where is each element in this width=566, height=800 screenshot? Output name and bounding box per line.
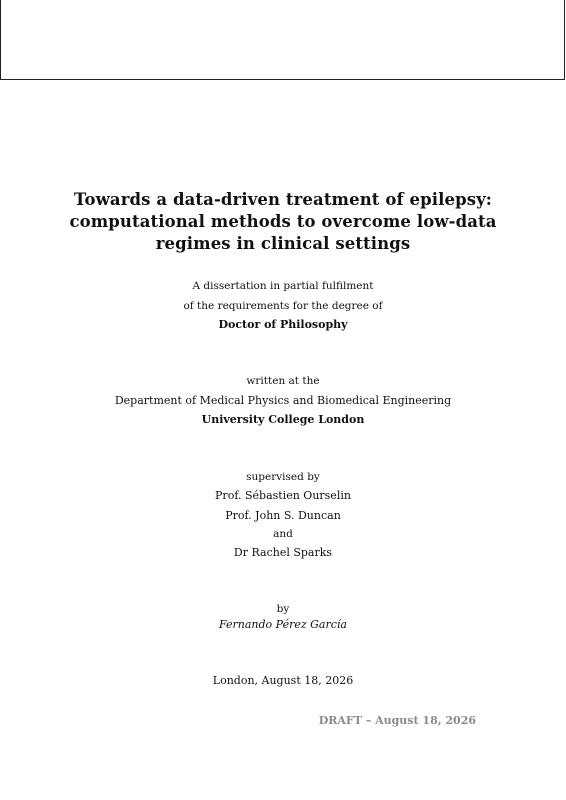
degree-line-2: of the requirements for the degree of bbox=[183, 300, 383, 312]
author-intro: by bbox=[276, 603, 290, 615]
supervision-conjunction: and bbox=[273, 528, 293, 540]
title-line-1: Towards a data-driven treatment of epilepsy: bbox=[74, 190, 492, 209]
supervisor-3: Dr Rachel Sparks bbox=[233, 546, 333, 559]
degree-line-1: A dissertation in partial fulfilment bbox=[192, 280, 374, 292]
department-name: Department of Medical Physics and Biomedical Engineering bbox=[114, 394, 452, 407]
university-name: University College London bbox=[201, 413, 365, 426]
author-name: Fernando Pérez García bbox=[218, 618, 347, 631]
supervision-intro: supervised by bbox=[246, 471, 320, 483]
supervisor-2: Prof. John S. Duncan bbox=[225, 509, 341, 522]
place-date: London, August 18, 2026 bbox=[212, 674, 354, 687]
page-top-frame bbox=[0, 0, 565, 80]
institution-intro: written at the bbox=[246, 375, 320, 387]
draft-watermark: DRAFT – August 18, 2026 bbox=[318, 714, 476, 727]
degree-name: Doctor of Philosophy bbox=[218, 318, 348, 331]
title-line-2: computational methods to overcome low-data bbox=[69, 212, 497, 231]
title-line-3: regimes in clinical settings bbox=[155, 234, 411, 253]
supervisor-1: Prof. Sébastien Ourselin bbox=[215, 489, 351, 502]
